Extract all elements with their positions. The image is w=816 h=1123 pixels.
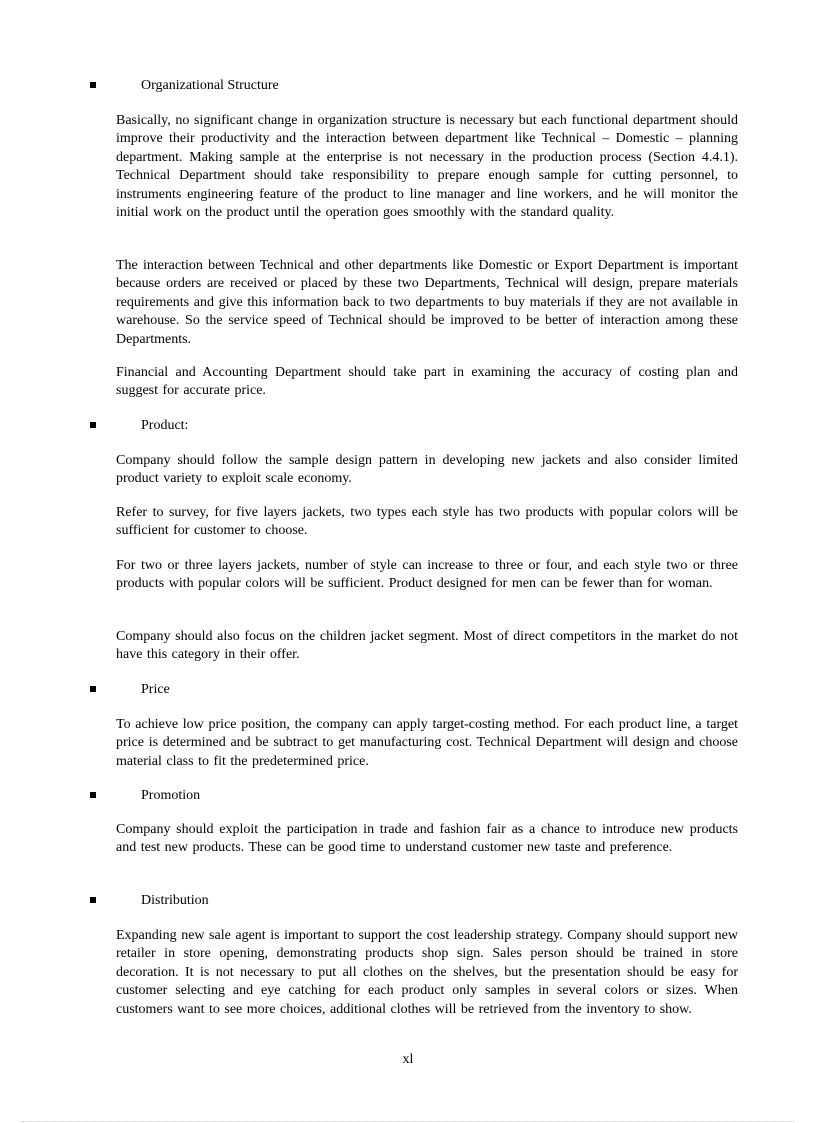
paragraph-org-1: Basically, no significant change in organization structure is necessary but each functional department should improve their productivity and the interaction between department like Technical – Domestic – planning department. Making sample at the enterprise is not necessary in the production process (Section 4.4.1). Technical Department should take responsibility to prepare enough sample for cutting personnel, to instruments engineering feature of the product to line manager and line workers, and he will monitor the initial work on the product until the operation goes smoothly with the standard quality. — [116, 113, 738, 221]
paragraph-promotion-1: Company should exploit the participation in trade and fashion fair as a chance to introduce new products and test new products. These can be good time to understand customer new taste and preference. — [116, 822, 738, 856]
section-heading-text: Price — [141, 682, 170, 697]
paragraph-org-3: Financial and Accounting Department should take part in examining the accuracy of costing plan and suggest for accurate price. — [116, 365, 738, 399]
section-heading-text: Promotion — [141, 788, 201, 803]
bullet-icon — [90, 82, 96, 88]
page-bottom-divider — [22, 1121, 794, 1122]
paragraph-distribution-1: Expanding new sale agent is important to support the cost leadership strategy. Company should support new retailer in store opening, demonstrating products shop sign. Sales person should be trained in store decoration. It is not necessary to put all clothes on the shelves, but the presentation should be easy for customer selecting and eye catching for each product only samples in several colors or sizes. When customers want to see more choices, additional clothes will be retrieved from the inventory to show. — [116, 928, 738, 1017]
paragraph-product-2: Refer to survey, for five layers jackets, two types each style has two products with popular colors will be sufficient for customer to choose. — [116, 505, 738, 539]
bullet-icon — [90, 792, 96, 798]
page-number: xl — [402, 1052, 414, 1067]
paragraph-product-4: Company should also focus on the children jacket segment. Most of direct competitors in the market do not have this category in their offer. — [116, 629, 738, 663]
bullet-icon — [90, 897, 96, 903]
bullet-icon — [90, 422, 96, 428]
bullet-icon — [90, 686, 96, 692]
paragraph-product-1: Company should follow the sample design pattern in developing new jackets and also consider limited product variety to exploit scale economy. — [116, 453, 738, 487]
section-heading-text: Organizational Structure — [141, 78, 279, 93]
paragraph-price-1: To achieve low price position, the company can apply target-costing method. For each product line, a target price is determined and be subtract to get manufacturing cost. Technical Department will design and choose material class to fit the predetermined price. — [116, 717, 738, 769]
section-heading-text: Product: — [141, 418, 189, 433]
paragraph-product-3: For two or three layers jackets, number of style can increase to three or four, and each style two or three products with popular colors will be sufficient. Product designed for men can be fewer than for woman. — [116, 558, 738, 592]
section-heading-text: Distribution — [141, 893, 209, 908]
paragraph-org-2: The interaction between Technical and other departments like Domestic or Export Department is important because orders are received or placed by these two Departments, Technical will design, prepare materials requirements and give this information back to two departments to buy materials if they are not available in warehouse. So the service speed of Technical should be improved to be better of interaction among these Departments. — [116, 258, 738, 347]
